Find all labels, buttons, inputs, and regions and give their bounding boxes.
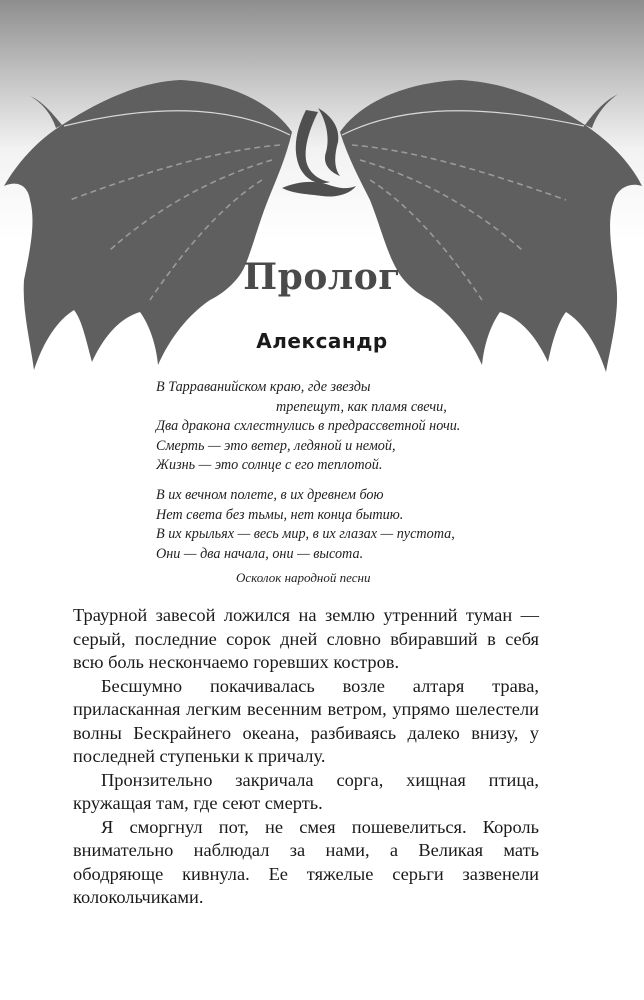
epigraph-line: В их крыльях — весь мир, в их глазах — пустота,: [156, 526, 455, 543]
body-paragraph: Траурной завесой ложился на землю утренний туман — серый, последние сорок дней словно вбиравший в себя всю боль нескончаемо горевших костров.: [73, 605, 539, 672]
epigraph-line: Два дракона схлестнулись в предрассветной ночи.: [156, 418, 461, 435]
epigraph-stanza: [156, 378, 496, 476]
epigraph-line: Жизнь — это солнце с его теплотой.: [156, 457, 383, 474]
epigraph-line: Смерть — это ветер, ледяной и немой,: [156, 437, 396, 454]
body-paragraph: Бесшумно покачивалась возле алтаря трава, приласканная легким весенним ветром, упрямо шелестели волны Бескрайнего океана, разбиваясь далеко внизу, у последней ступеньки к причалу.: [73, 675, 539, 766]
chapter-body: [73, 604, 539, 910]
epigraph-stanza: [156, 486, 496, 564]
dragon-wings-illustration: [0, 0, 644, 380]
epigraph-line: Они — два начала, они — высота.: [156, 545, 364, 562]
chapter-title: Пролог: [243, 256, 401, 298]
epigraph-source: Осколок народной песни: [236, 570, 371, 585]
epigraph: [156, 378, 496, 574]
body-paragraph: Пронзительно закричала сорга, хищная птица, кружащая там, где сеют смерть.: [73, 769, 539, 813]
epigraph-line: Нет света без тьмы, нет конца бытию.: [156, 506, 404, 523]
chapter-character-name: Александр: [256, 329, 388, 353]
epigraph-line: В Тарраванийском краю, где звезды: [156, 379, 371, 395]
epigraph-line: В их вечном полете, в их древнем бою: [156, 486, 384, 503]
body-paragraph: Я сморгнул пот, не смея пошевелиться. Король внимательно наблюдал за нами, а Великая мать ободряюще кивнула. Ее тяжелые серьги зазвенели колокольчиками.: [73, 816, 539, 907]
epigraph-line: трепещут, как пламя свечи,: [276, 398, 447, 415]
